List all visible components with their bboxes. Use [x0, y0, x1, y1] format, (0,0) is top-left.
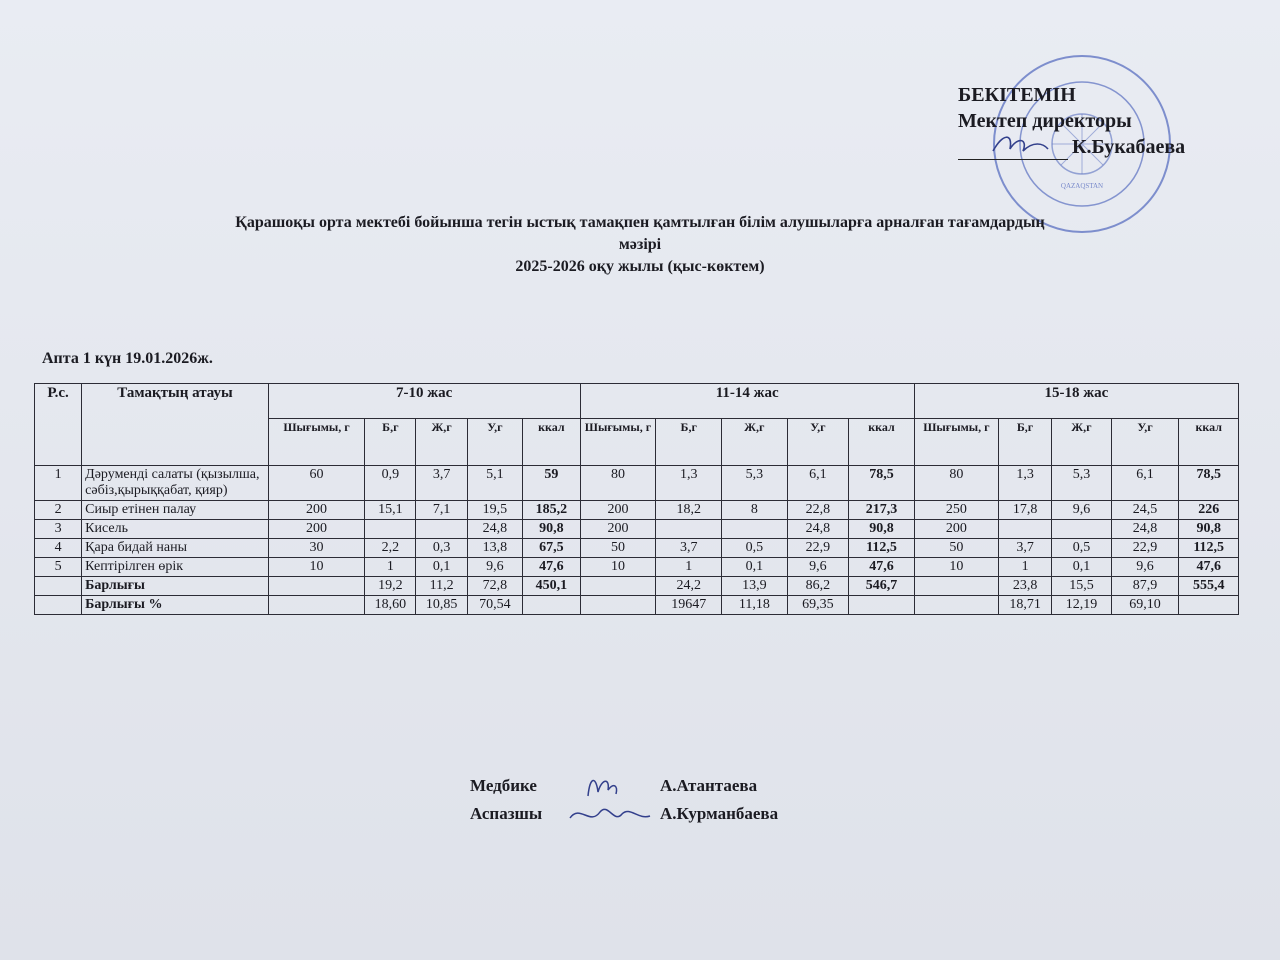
value-cell: 30 — [268, 539, 364, 558]
kcal-cell: 546,7 — [849, 577, 915, 596]
subheader-cell: ккал — [849, 419, 915, 466]
value-cell: 69,35 — [787, 596, 849, 615]
value-cell: 10 — [268, 558, 364, 577]
value-cell: 15,1 — [365, 501, 416, 520]
kcal-cell: 90,8 — [523, 520, 580, 539]
value-cell: 15,5 — [1052, 577, 1111, 596]
signatures-block — [470, 772, 778, 828]
subheader-cell: У,г — [467, 419, 522, 466]
value-cell: 60 — [268, 466, 364, 501]
subheader-cell: Б,г — [998, 419, 1051, 466]
total-label: Барлығы — [82, 577, 269, 596]
subheader-cell: Шығымы, г — [580, 419, 656, 466]
value-cell: 250 — [914, 501, 998, 520]
value-cell — [268, 577, 364, 596]
header-dish-name: Тамақтың атауы — [82, 384, 269, 466]
empty-cell — [35, 596, 82, 615]
cook-signature — [560, 800, 660, 828]
director-name: К.Букабаева — [1072, 136, 1186, 158]
subheader-cell: Б,г — [365, 419, 416, 466]
table-row — [35, 466, 1239, 501]
signature-role: Аспазшы — [470, 804, 543, 823]
director-signature-line — [958, 141, 1068, 160]
value-cell: 87,9 — [1111, 577, 1179, 596]
value-cell — [580, 596, 656, 615]
value-cell: 5,3 — [722, 466, 788, 501]
value-cell: 72,8 — [467, 577, 522, 596]
value-cell: 1 — [998, 558, 1051, 577]
kcal-cell — [523, 596, 580, 615]
value-cell: 6,1 — [787, 466, 849, 501]
total-row — [35, 577, 1239, 596]
approval-title: БЕКІТЕМІН — [958, 84, 1076, 106]
empty-cell — [35, 577, 82, 596]
value-cell: 22,8 — [787, 501, 849, 520]
subheader-cell: Шығымы, г — [914, 419, 998, 466]
value-cell: 50 — [580, 539, 656, 558]
value-cell: 1,3 — [656, 466, 722, 501]
approval-position: Мектеп директоры — [958, 110, 1132, 132]
value-cell: 5,1 — [467, 466, 522, 501]
row-number: 4 — [35, 539, 82, 558]
signature-row-nurse — [470, 772, 778, 800]
value-cell: 22,9 — [1111, 539, 1179, 558]
kcal-cell — [849, 596, 915, 615]
value-cell: 0,1 — [416, 558, 467, 577]
value-cell: 0,1 — [722, 558, 788, 577]
approval-block — [958, 82, 1185, 160]
subheader-cell: У,г — [1111, 419, 1179, 466]
value-cell: 3,7 — [998, 539, 1051, 558]
value-cell: 18,71 — [998, 596, 1051, 615]
value-cell — [914, 577, 998, 596]
value-cell — [914, 596, 998, 615]
value-cell: 9,6 — [787, 558, 849, 577]
value-cell: 24,8 — [467, 520, 522, 539]
percent-label: Барлығы % — [82, 596, 269, 615]
svg-text:QAZAQSTAN: QAZAQSTAN — [1060, 182, 1104, 190]
value-cell: 11,2 — [416, 577, 467, 596]
dish-name: Дәруменді салаты (қызылша, сәбіз,қырыққабат, қияр) — [82, 466, 269, 501]
value-cell: 13,8 — [467, 539, 522, 558]
kcal-cell: 217,3 — [849, 501, 915, 520]
value-cell — [416, 520, 467, 539]
value-cell: 10,85 — [416, 596, 467, 615]
value-cell: 3,7 — [416, 466, 467, 501]
row-number: 2 — [35, 501, 82, 520]
value-cell: 13,9 — [722, 577, 788, 596]
dish-name: Кептірілген өрік — [82, 558, 269, 577]
value-cell: 69,10 — [1111, 596, 1179, 615]
value-cell: 11,18 — [722, 596, 788, 615]
value-cell: 10 — [914, 558, 998, 577]
value-cell: 200 — [580, 520, 656, 539]
signature-name: А.Атантаева — [660, 776, 758, 795]
dish-name: Сиыр етінен палау — [82, 501, 269, 520]
header-number: Р.с. — [35, 384, 82, 466]
kcal-cell: 112,5 — [849, 539, 915, 558]
row-number: 1 — [35, 466, 82, 501]
subheader-cell: Ж,г — [1052, 419, 1111, 466]
value-cell: 9,6 — [1111, 558, 1179, 577]
nurse-signature — [560, 772, 660, 800]
value-cell: 0,9 — [365, 466, 416, 501]
value-cell: 10 — [580, 558, 656, 577]
dish-name: Кисель — [82, 520, 269, 539]
director-signature — [988, 131, 1098, 157]
value-cell: 1 — [656, 558, 722, 577]
kcal-cell: 226 — [1179, 501, 1239, 520]
kcal-cell: 90,8 — [849, 520, 915, 539]
value-cell: 19,5 — [467, 501, 522, 520]
value-cell: 2,2 — [365, 539, 416, 558]
kcal-cell: 555,4 — [1179, 577, 1239, 596]
value-cell: 18,60 — [365, 596, 416, 615]
value-cell: 23,8 — [998, 577, 1051, 596]
value-cell — [656, 520, 722, 539]
kcal-cell: 450,1 — [523, 577, 580, 596]
row-number: 5 — [35, 558, 82, 577]
value-cell: 6,1 — [1111, 466, 1179, 501]
subheader-cell: Б,г — [656, 419, 722, 466]
header-group-1: 7-10 жас — [268, 384, 580, 419]
kcal-cell: 78,5 — [1179, 466, 1239, 501]
value-cell — [722, 520, 788, 539]
value-cell: 0,3 — [416, 539, 467, 558]
dish-name: Қара бидай наны — [82, 539, 269, 558]
value-cell: 18,2 — [656, 501, 722, 520]
kcal-cell: 67,5 — [523, 539, 580, 558]
kcal-cell: 90,8 — [1179, 520, 1239, 539]
header-group-2: 11-14 жас — [580, 384, 914, 419]
value-cell: 9,6 — [467, 558, 522, 577]
value-cell: 22,9 — [787, 539, 849, 558]
value-cell: 0,5 — [1052, 539, 1111, 558]
subheader-cell: У,г — [787, 419, 849, 466]
value-cell: 1 — [365, 558, 416, 577]
value-cell: 12,19 — [1052, 596, 1111, 615]
kcal-cell: 78,5 — [849, 466, 915, 501]
value-cell: 24,2 — [656, 577, 722, 596]
kcal-cell: 59 — [523, 466, 580, 501]
kcal-cell: 47,6 — [849, 558, 915, 577]
value-cell — [580, 577, 656, 596]
value-cell: 7,1 — [416, 501, 467, 520]
title-line-1: Қарашоқы орта мектебі бойынша тегін ыстық тамақпен қамтылған білім алушыларға арналған тағамдардың — [235, 214, 1045, 231]
table-row — [35, 520, 1239, 539]
week-day-date: Апта 1 күн 19.01.2026ж. — [42, 350, 213, 367]
value-cell: 80 — [914, 466, 998, 501]
value-cell — [1052, 520, 1111, 539]
value-cell: 19,2 — [365, 577, 416, 596]
value-cell: 200 — [268, 520, 364, 539]
signature-name: А.Курманбаева — [660, 804, 779, 823]
value-cell: 9,6 — [1052, 501, 1111, 520]
kcal-cell: 47,6 — [1179, 558, 1239, 577]
kcal-cell: 185,2 — [523, 501, 580, 520]
value-cell: 5,3 — [1052, 466, 1111, 501]
header-group-3: 15-18 жас — [914, 384, 1238, 419]
value-cell: 19647 — [656, 596, 722, 615]
subheader-cell: ккал — [1179, 419, 1239, 466]
subheader-cell: Шығымы, г — [268, 419, 364, 466]
value-cell — [268, 596, 364, 615]
table-row — [35, 558, 1239, 577]
value-cell: 24,5 — [1111, 501, 1179, 520]
value-cell: 17,8 — [998, 501, 1051, 520]
value-cell: 200 — [268, 501, 364, 520]
value-cell: 1,3 — [998, 466, 1051, 501]
table-row — [35, 539, 1239, 558]
value-cell: 8 — [722, 501, 788, 520]
signature-role: Медбике — [470, 776, 537, 795]
document-title — [100, 212, 1180, 278]
kcal-cell — [1179, 596, 1239, 615]
percent-row — [35, 596, 1239, 615]
value-cell — [365, 520, 416, 539]
subheader-cell: ккал — [523, 419, 580, 466]
kcal-cell: 47,6 — [523, 558, 580, 577]
table-row — [35, 501, 1239, 520]
title-line-3: 2025-2026 оқу жылы (қыс-көктем) — [515, 258, 765, 275]
value-cell: 200 — [580, 501, 656, 520]
value-cell: 200 — [914, 520, 998, 539]
menu-table — [34, 383, 1239, 615]
subheader-cell: Ж,г — [722, 419, 788, 466]
title-line-2: мәзірі — [618, 236, 662, 253]
row-number: 3 — [35, 520, 82, 539]
value-cell: 50 — [914, 539, 998, 558]
value-cell: 80 — [580, 466, 656, 501]
signature-row-cook — [470, 800, 778, 828]
value-cell: 70,54 — [467, 596, 522, 615]
value-cell: 0,5 — [722, 539, 788, 558]
value-cell — [998, 520, 1051, 539]
value-cell: 3,7 — [656, 539, 722, 558]
value-cell: 0,1 — [1052, 558, 1111, 577]
subheader-cell: Ж,г — [416, 419, 467, 466]
value-cell: 24,8 — [787, 520, 849, 539]
value-cell: 24,8 — [1111, 520, 1179, 539]
value-cell: 86,2 — [787, 577, 849, 596]
kcal-cell: 112,5 — [1179, 539, 1239, 558]
